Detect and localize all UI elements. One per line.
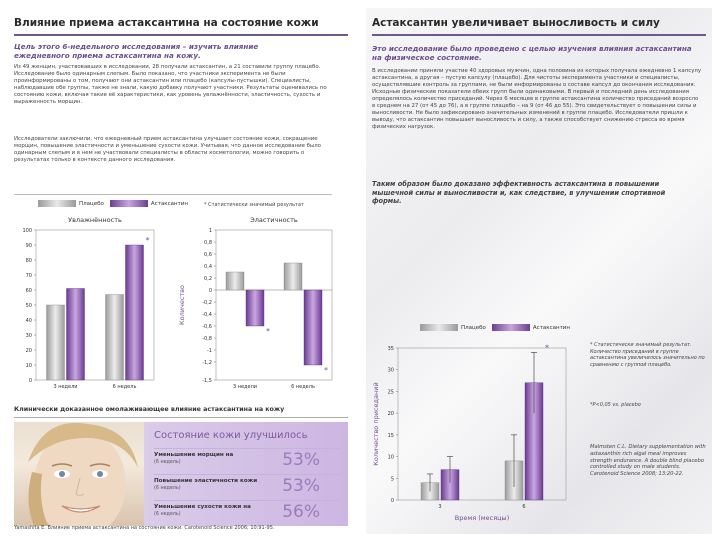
y-axis-label: Количество	[178, 285, 186, 325]
x-tick-label: 6 недель	[291, 384, 315, 390]
legend-placebo: Плацебо	[420, 324, 486, 331]
astaxanthin-swatch	[110, 200, 148, 207]
x-tick-label: 3 недели	[232, 384, 258, 390]
chart-title: Увлажнённость	[68, 216, 122, 224]
y-tick-label: 90	[25, 243, 32, 249]
benefit-percent: 53%	[282, 450, 320, 470]
y-tick-label: -1,5	[202, 378, 212, 384]
y-tick-label: 30	[387, 367, 394, 374]
x-tick-label: 6	[522, 504, 526, 510]
x-tick-label: 6 недель	[112, 384, 137, 390]
legend-astaxanthin: Астаксантин	[492, 324, 570, 331]
y-tick-label: 0,4	[204, 264, 212, 270]
y-tick-label: 70	[25, 273, 32, 279]
placebo-bar	[47, 305, 65, 380]
y-tick-label: 25	[387, 389, 394, 396]
left-page	[8, 8, 354, 534]
moisture-chart	[14, 214, 164, 394]
y-tick-label: 50	[25, 303, 32, 309]
left-subtitle: Цель этого 6-недельного исследования – изучить влияние ежедневного приема астаксантина на кожу.	[14, 42, 259, 60]
y-tick-label: 5	[390, 476, 394, 483]
promo-heading: Состояние кожи улучшилось	[154, 430, 308, 441]
y-tick-label: 0,8	[204, 240, 212, 246]
y-tick-label: -1,2	[202, 360, 212, 366]
y-tick-label: 35	[387, 346, 394, 352]
benefit-wrinkles: Уменьшение морщин на (6 недель) 53%	[154, 448, 340, 472]
promo-section	[14, 406, 348, 526]
left-stat-note: * Статистически значимый результат	[204, 202, 304, 208]
x-axis-label: Время (месяцы)	[454, 514, 510, 522]
promo-box	[14, 422, 348, 526]
elasticity-chart	[172, 214, 342, 394]
y-tick-label: -0,2	[202, 300, 212, 306]
x-tick-label: 3 недели	[53, 384, 78, 390]
divider	[14, 194, 332, 195]
woman-face-photo	[14, 422, 144, 526]
right-reference: Malmsten C.L. Dietary supplementation with astaxanthin rich algal meal improves strength endurance. A double blind placebo controlled study on male students. Carotenoid Science 2008; 13:20-22.	[590, 444, 706, 478]
benefit-dryness: Уменьшение сухости кожи на (6 недель) 56%	[154, 500, 340, 524]
significance-star: *	[324, 366, 328, 375]
x-tick-label: 3	[438, 504, 442, 510]
right-stat-note: * Статистически значимый результат. Количество приседаний в группе астаксантина увеличилось значительно по сравнению с группой плацебо.	[590, 342, 705, 368]
left-body-paragraph-1: Из 49 женщин, участвовавших в исследовании, 28 получали астаксантин, а 21 составили группу плацебо. Исследование было одинарным слепым. Было показано, что участники эксперимента не были проинформированы о том, получают они астаксантин или плацебо (капсулы-пустышки). Специалисты, наблюдавшие обе группы, также не знали, какую добавку получают участники. Результаты оценивались по состоянию кожи, включая такие её характеристики, как уровень увлажнённости, эластичность, сухость и выраженность морщин.	[14, 64, 327, 105]
astaxanthin-bar	[126, 245, 144, 380]
left-footnote: Yamashita E. Влияние приема астаксантина на состояние кожи. Carotenoid Science 2006; 10:91-95.	[14, 525, 275, 531]
right-legend	[420, 324, 570, 331]
placebo-bar	[106, 295, 124, 381]
significance-star: *	[145, 236, 150, 245]
right-page-title: Астаксантин увеличивает выносливость и силу	[372, 14, 706, 36]
placebo-bar	[284, 263, 302, 290]
chart-title: Эластичность	[250, 216, 298, 224]
benefit-percent: 56%	[282, 502, 320, 522]
face-illustration	[14, 422, 144, 526]
astaxanthin-bar	[67, 289, 85, 381]
placebo-swatch	[38, 200, 76, 207]
y-tick-label: 10	[25, 363, 32, 369]
left-page-title: Влияние приема астаксантина на состояние кожи	[14, 14, 348, 36]
y-tick-label: 20	[25, 348, 32, 354]
promo-title: Клинически доказанное омолаживающее влияние астаксантина на кожу	[14, 406, 348, 418]
placebo-bar	[226, 272, 244, 290]
astaxanthin-swatch	[492, 324, 530, 331]
y-tick-label: 80	[25, 258, 32, 264]
astaxanthin-bar	[246, 290, 264, 326]
y-tick-label: 100	[22, 228, 32, 234]
y-tick-label: 0,6	[204, 252, 212, 258]
right-body: В исследовании приняли участие 40 здоровых мужчин, одна половина из которых получала ежедневно 1 капсулу астаксантина, а другая – пустую капсулу (плацебо). Для чистоты эксперимента участники и специалисты, осуществлявшие контроль за группами, не были информированы о составе капсул до окончания исследования. Исходные физические показатели обеих групп были одинаковыми. В первый и последний день исследования определялось количество приседаний. Через 6 месяцев в группе астаксантина количество приседаний возросло в среднем на 27 (от 45 до 76), а в группе плацебо – на 9 (от 46 до 55). Это свидетельствует о повышении силы и выносливости. Не было зафиксировано значительных изменений в группе плацебо. Исследователи пришли к выводу, что астаксантин повышает выносливость и силу, а также способствует снижению стресса во время физических нагрузок.	[372, 68, 702, 130]
y-tick-label: -0,4	[202, 312, 212, 318]
y-tick-label: 20	[387, 411, 394, 418]
y-axis-label: Количество приседаний	[372, 382, 380, 466]
y-tick-label: -0,8	[202, 336, 212, 342]
y-tick-label: 0	[390, 498, 394, 504]
right-subtitle: Это исследование было проведено с целью изучения влияния астаксантина на физическое состояние.	[372, 44, 692, 62]
legend-astaxanthin: Астаксантин	[110, 200, 188, 207]
right-pvalue: *P<0,05 vs. placebo	[590, 402, 641, 408]
y-tick-label: 30	[25, 333, 32, 339]
y-tick-label: 0	[28, 378, 32, 384]
y-tick-label: -0,6	[202, 324, 212, 330]
y-tick-label: 10	[387, 454, 394, 461]
y-tick-label: -1	[207, 348, 212, 354]
right-highlight: Таким образом было доказано эффективность астаксантина в повышении мышечной силы и выносливости и, как следствие, в улучшении спортивной формы.	[372, 180, 666, 205]
left-legend	[38, 200, 188, 207]
benefit-elasticity: Повышение эластичности кожи (6 недель) 53%	[154, 474, 340, 498]
y-tick-label: 15	[387, 432, 394, 439]
legend-placebo: Плацебо	[38, 200, 104, 207]
y-tick-label: 60	[25, 288, 32, 294]
left-body-paragraph-2: Исследователи заключили, что ежедневный прием астаксантина улучшает состояние кожи, сокращение морщин, повышение эластичности и уменьшение сухости кожи. Учитывая, что данное исследование было одинарным слепым и в нем не участвовали специалисты в области косметологии, можно говорить о результатах только в контексте данного исследования.	[14, 136, 321, 163]
y-tick-label: 40	[25, 318, 32, 324]
y-tick-label: 1	[208, 228, 212, 234]
benefit-percent: 53%	[282, 476, 320, 496]
squats-chart	[370, 334, 570, 534]
placebo-swatch	[420, 324, 458, 331]
significance-star: *	[545, 343, 549, 353]
astaxanthin-bar	[304, 290, 322, 365]
y-tick-label: 0,2	[204, 276, 212, 282]
significance-star: *	[266, 327, 270, 336]
right-page	[366, 8, 712, 534]
y-tick-label: 0	[208, 288, 212, 294]
